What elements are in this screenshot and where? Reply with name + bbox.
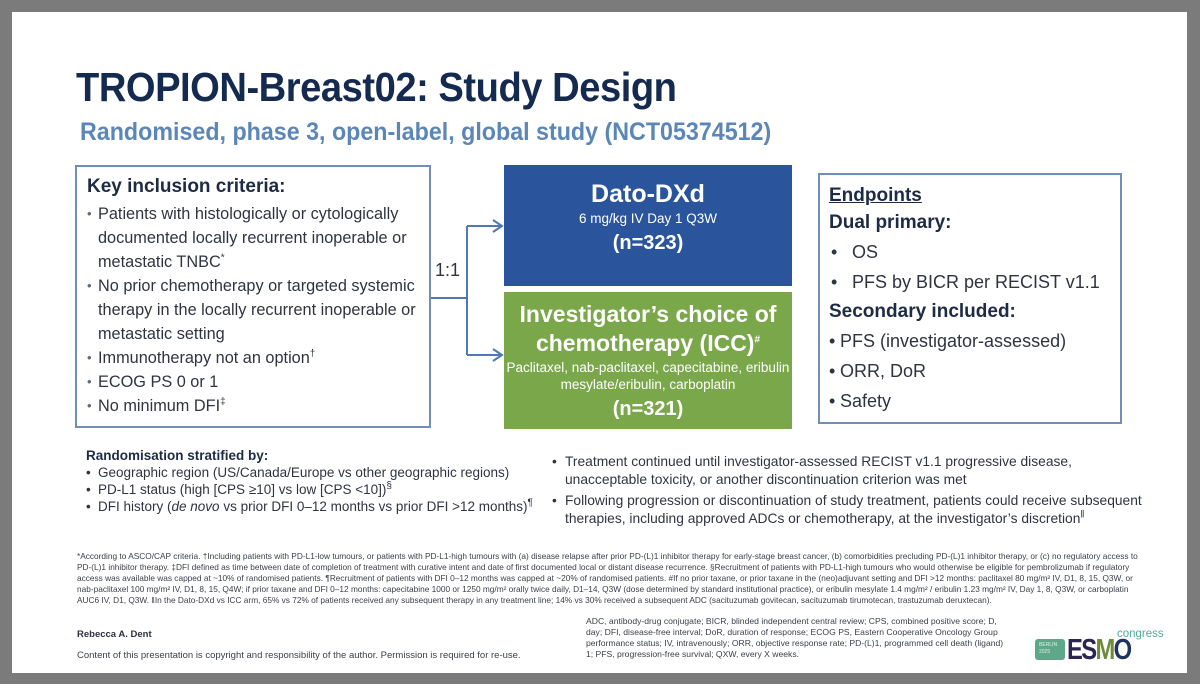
arm-sample-size: (n=323) — [612, 232, 684, 254]
slide-subtitle: Randomised, phase 3, open-label, global study (NCT05374512) — [80, 118, 772, 146]
copyright-notice: Content of this presentation is copyright and responsibility of the author. Permission is required for re-use. — [77, 650, 521, 661]
endpoint-item: • OS — [829, 237, 1111, 267]
stratification-item: • DFI history (de novo vs prior DFI 0–12 months vs prior DFI >12 months)¶ — [86, 498, 533, 515]
arm-dato-dxd — [504, 165, 792, 286]
abbreviations: ADC, antibody-drug conjugate; BICR, blinded independent central review; CPS, combined positive score; D, day; DFI, disease-free interval; DoR, duration of response; ECOG PS, Eastern Cooperative Oncology Group performance status; IV, intravenously; ORR, objective response rate; PD-(L)1, programmed cell death (ligand) 1; PFS, progression-free survival; QXW, every X weeks. — [586, 616, 1004, 659]
treatment-notes-list — [552, 453, 1142, 528]
criteria-heading: Key inclusion criteria: — [87, 176, 286, 197]
stratification-item: • Geographic region (US/Canada/Europe vs other geographic regions) — [86, 464, 533, 481]
logo-badge: BERLIN 2025 — [1035, 639, 1065, 660]
criteria-item: • No prior chemotherapy or targeted systemic therapy in the locally recurrent inoperable or metastatic setting — [87, 274, 419, 346]
arm-name: Investigator’s choice of chemotherapy (ICC)# — [519, 301, 777, 356]
endpoint-item: • Safety — [829, 386, 1111, 416]
arm-icc — [504, 292, 792, 429]
logo-wordmark: ESMO — [1067, 634, 1131, 666]
treatment-note: • Following progression or discontinuation of study treatment, patients could receive subsequent therapies, including approved ADCs or chemotherapy, at the investigator’s discretion‖ — [552, 492, 1142, 528]
stratification-section — [86, 447, 533, 515]
criteria-item: • Immunotherapy not an option† — [87, 346, 419, 370]
esmo-congress-logo — [1035, 628, 1180, 666]
logo-congress-text: congress — [1117, 628, 1164, 640]
slide — [12, 12, 1187, 673]
treatment-note: • Treatment continued until investigator-assessed RECIST v1.1 progressive disease, unacceptable toxicity, or another discontinuation criterion was met — [552, 453, 1142, 489]
endpoint-item: • PFS by BICR per RECIST v1.1 — [829, 267, 1111, 297]
arm-sample-size: (n=321) — [612, 398, 684, 420]
endpoint-item: • ORR, DoR — [829, 356, 1111, 386]
criteria-item: • No minimum DFI‡ — [87, 394, 419, 418]
criteria-item: • ECOG PS 0 or 1 — [87, 370, 419, 394]
criteria-list — [87, 202, 419, 418]
stratification-list — [86, 464, 533, 515]
stratification-item: • PD-L1 status (high [CPS ≥10] vs low [CPS <10])§ — [86, 481, 533, 498]
arm-name: Dato-DXd — [591, 180, 705, 208]
secondary-endpoints-list — [829, 326, 1111, 416]
author-name: Rebecca A. Dent — [77, 629, 152, 640]
secondary-endpoints-label: Secondary included: — [829, 301, 1016, 322]
stratification-heading: Randomisation stratified by: — [86, 448, 269, 463]
arm-dose: 6 mg/kg IV Day 1 Q3W — [578, 211, 718, 226]
endpoints-box — [818, 173, 1122, 424]
primary-endpoints-list — [829, 237, 1111, 297]
randomisation-ratio: 1:1 — [435, 260, 461, 280]
endpoints-heading: Endpoints — [829, 185, 922, 206]
endpoint-item: • PFS (investigator-assessed) — [829, 326, 1111, 356]
randomisation-arrow-icon — [419, 212, 509, 377]
slide-title: TROPION-Breast02: Study Design — [76, 64, 677, 110]
footnotes: *According to ASCO/CAP criteria. †Including patients with PD-L1-low tumours, or patients with PD-L1-high tumours with (a) disease relapse after prior PD-(L)1 inhibitor therapy for early-stage breast cancer, (b) comorbidities precluding PD-(L)1 inhibitor therapy, or (c) no regulatory access to PD-(L)1 inhibitor therapy. ‡DFI defined as time between date of completion of treatment with curative intent and date of first documented local or distant disease recurrence. §Recruitment of patients with PD-L1-high tumours who would otherwise be eligible for pembrolizumab if regulatory access was available was capped at ~10% of randomised patients. ¶Recruitment of patients with DFI 0–12 months was capped at ~20% of randomised patients. #If no prior taxane, or prior taxane in the (neo)adjuvant setting and DFI >12 months: paclitaxel 80 mg/m² IV, D1, 8, 15, Q3W, or nab-paclitaxel 100 mg/m² IV, D1, 8, 15, Q4W; if prior taxane and DFI 0–12 months: capecitabine 1000 or 1250 mg/m² orally twice daily, D1–14, Q3W (dose determined by standard institutional practice), or eribulin mesylate 1.4 mg/m² / eribulin 1.23 mg/m² IV, Day 1, 8, Q3W, or carboplatin AUC6 IV, D1, Q3W. ‖In the Dato-DXd vs ICC arm, 65% vs 72% of patients received any subsequent therapy in any treatment line; 14% vs 30% received a subsequent ADC (sacituzumab govitecan, sacituzumab tirumotecan, trastuzumab deruxtecan). — [77, 551, 1138, 605]
arm-dose: Paclitaxel, nab-paclitaxel, capecitabine, eribulin mesylate/eribulin, carboplatin — [506, 360, 790, 392]
primary-endpoints-label: Dual primary: — [829, 212, 952, 233]
treatment-notes — [552, 453, 1142, 531]
inclusion-criteria-box — [75, 165, 431, 428]
criteria-item: • Patients with histologically or cytologically documented locally recurrent inoperable or metastatic TNBC* — [87, 202, 419, 274]
